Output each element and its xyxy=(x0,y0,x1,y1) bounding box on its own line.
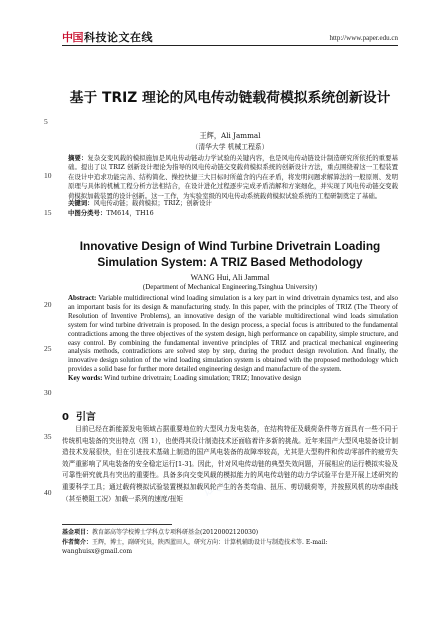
authors-en: WANG Hui, Ali Jammal xyxy=(190,273,270,282)
paper-title-en: Innovative Design of Wind Turbine Drivetrain Loading Simulation System: A TRIZ Based Methodology xyxy=(79,239,381,269)
abstract-en xyxy=(68,294,398,383)
keywords-cn-label: 关键词： xyxy=(68,199,94,207)
watermark: 试读 xyxy=(117,337,160,372)
clc-cn-label: 中图分类号： xyxy=(68,209,107,217)
author-bio-label: 作者简介： xyxy=(62,538,93,546)
line-number: 20 xyxy=(44,300,52,309)
keywords-cn xyxy=(68,199,398,208)
section-heading xyxy=(62,408,96,423)
abstract-cn xyxy=(68,154,398,201)
affiliation-cn: （清华大学 机械工程系） xyxy=(191,143,269,151)
fund-label: 基金项目： xyxy=(62,529,93,536)
line-number: 5 xyxy=(44,117,48,126)
fund-text: 教育部高等学校博士学科点专项科研基金(20120002120030) xyxy=(92,529,259,536)
fund-note xyxy=(62,528,398,538)
line-number: 40 xyxy=(44,488,52,497)
author-note xyxy=(62,538,398,557)
line-number: 15 xyxy=(44,208,52,217)
abstract-en-text: Variable multidirectional wind loading simulation is a key part in wind drivetrain dynamics test, and also an important basis for its design & manufacturing study. In this paper, with the principles of TRIZ (The Theory of Resolution of Inventive Problems), an innovative design of the variable multidirectional wind loads simulation system for wind turbine drivetrain is proposed. In the design process, a special focus is attributed to the fundamental contradictions among the three objectives of the system design, high performance on capability, simple structure, and easy control. By combining the fundamental inventive principles of TRIZ and practical mechanical engineering analysis methods, contradictions are solved step by step, during the product design revolution. And finally, the innovative design solution of the wind loading simulation system is obtained with the proposed methodology which provides a solid base for further more detailed engineering design and manufacture of the system. xyxy=(68,294,398,374)
abstract-en-label: Abstract: xyxy=(68,294,97,302)
logo-mark: 中国 xyxy=(62,31,83,44)
section-title: 引言 xyxy=(75,412,96,423)
watermark: 试读 xyxy=(297,337,340,372)
site-logo[interactable] xyxy=(62,31,153,43)
clc-cn-text: TM614，TH16 xyxy=(106,209,154,217)
watermark: 试读 xyxy=(197,467,240,502)
abstract-cn-label: 摘要： xyxy=(68,154,88,162)
section-number: 0 xyxy=(62,412,69,423)
site-url[interactable]: http://www.paper.edu.cn xyxy=(329,34,398,42)
line-number: 30 xyxy=(44,388,52,397)
clc-cn xyxy=(68,209,398,218)
line-number: 10 xyxy=(44,171,52,180)
paper-title-cn: 基于 TRIZ 理论的风电传动链载荷模拟系统创新设计 xyxy=(69,90,391,106)
logo-text: 科技论文在线 xyxy=(84,31,153,44)
authors-cn: 王辉，Ali Jammal xyxy=(199,131,261,140)
watermark: 试读 xyxy=(117,167,160,202)
intro-paragraph: 目前已经在新能源发电领域占据重要地位的大型风力发电装备，在结构特征及载荷条件等方面具有一些不同于传统机电装备的突出特点（图 1），也使得其设计制造技术还面临着许多新的挑战。近年来国产大型风电装备设计制造技术发展很快，但在引进技术基础上制造的国产风电装备的故障率较高，尤其是大型构件和传动零部件的疲劳失效严重影响了风电装备的安全稳定运行[1-3]。因此，针对风电传动链的典型失效问题，开展相应的运行模拟实验及可靠性研究就具有突出的重要性。具备多向交变风载的模拟能力的风电传动链的动力学试验平台是开展上述研究的重要科学工具；通过载荷模拟试验装置模拟加载风轮产生的各类弯曲、扭压、剪切载荷等，并按照风机的功率曲线（甚至模阻工况）加载一系列的速度/扭矩 xyxy=(62,425,398,503)
keywords-en-text: Wind turbine drivetrain; Loading simulation; TRIZ; Innovative design xyxy=(102,374,301,383)
keywords-cn-text: 风电传动链；载荷模拟；TRIZ；创新设计 xyxy=(93,199,212,207)
footnote xyxy=(62,528,398,557)
page-header xyxy=(0,0,440,46)
abstract-cn-text: 复杂交变风载的模拟施加是风电传动链动力学试验的关键内容，也是风电传动链设计制造研究所依托的重要基础。提出了以 TRIZ 创新设计理论为指导的风电传动链交变载荷模拟系统的创新设计方法，重点围绕着这一工程装置在设计中追求功能完善、结构简化、操控快捷三大目标时所蕴含的内在矛盾，将发明问题求解算法的一般原则、发明原理与具体的机械工程分析方法相结合，在设计进化过程逐步完成矛盾消解和方案细化，并实现了风电传动链交变载荷模拟加载装置的设计创新。这一工作，为实验室级的风电传动系统载荷模拟试验系统的工程研制奠定了基础。 xyxy=(68,154,399,200)
keywords-en-label: Key words: xyxy=(68,374,103,383)
affiliation-en: (Department of Mechanical Engineering,Tsinghua University) xyxy=(142,283,318,291)
watermark: 试读 xyxy=(297,167,340,202)
author-bio-text: 王辉，博士，副研究员，陕西蓝田人，研究方向：计算机辅助设计与制造技术等. E-mail: wanghuisx@gmail.com xyxy=(62,538,328,555)
line-number: 25 xyxy=(44,344,52,353)
header-rule xyxy=(62,45,398,46)
footnote-rule xyxy=(62,524,172,525)
line-number: 35 xyxy=(44,432,52,441)
